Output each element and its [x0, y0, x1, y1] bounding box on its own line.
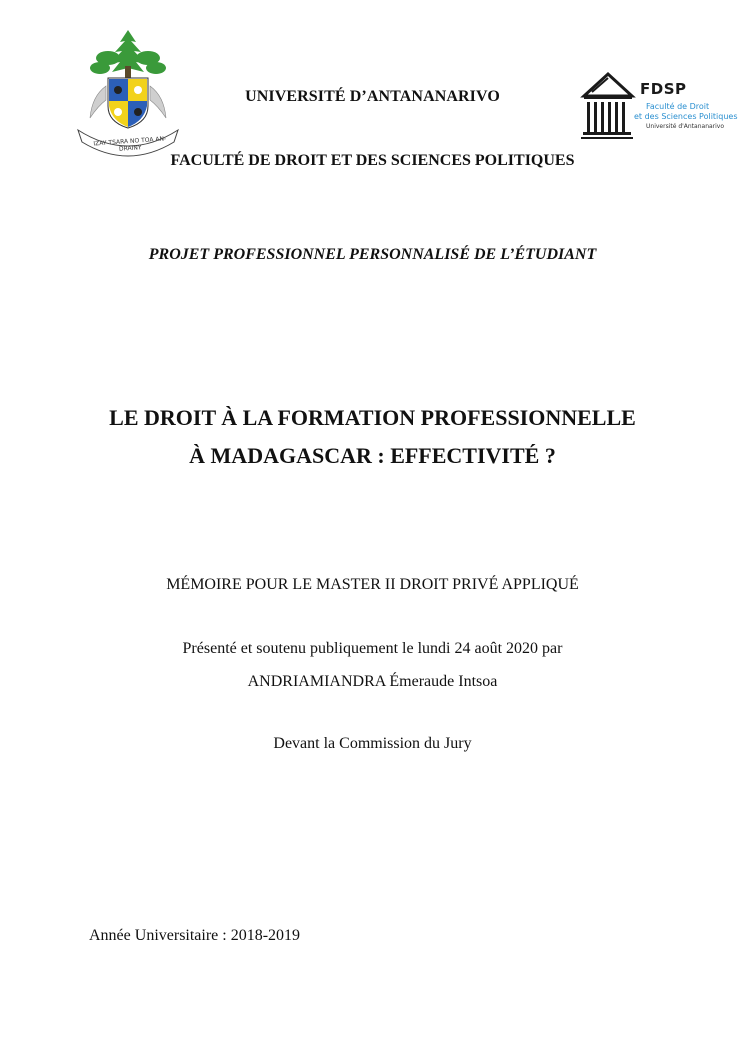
academic-year: Année Universitaire : 2018-2019 [89, 927, 301, 944]
fdsp-line3: Université d'Antananarivo [646, 123, 725, 130]
university-name: UNIVERSITÉ D’ANTANANARIVO [245, 88, 500, 105]
fdsp-line2: et des Sciences Politiques [634, 112, 738, 121]
fdsp-logo [580, 66, 738, 150]
tree-icon [90, 30, 166, 78]
author-name: ANDRIAMIANDRA Émeraude Intsoa [247, 673, 498, 690]
faculty-name: FACULTÉ DE DROIT ET DES SCIENCES POLITIQUES [170, 152, 575, 169]
document-title-line-2: À MADAGASCAR : EFFECTIVITÉ ? [189, 443, 556, 468]
emblem-motto: IZAY TSARA NO TOA AN-DRAINY [93, 135, 167, 153]
document-title-line-1: LE DROIT À LA FORMATION PROFESSIONNELLE [109, 405, 636, 430]
building-icon [581, 74, 633, 139]
document-subtitle: PROJET PROFESSIONNEL PERSONNALISÉ DE L’ÉTUDIANT [148, 246, 597, 263]
jury-statement: Devant la Commission du Jury [273, 735, 472, 752]
presentation-statement: Présenté et soutenu publiquement le lundi 24 août 2020 par [182, 640, 563, 657]
fdsp-abbr: FDSP [640, 80, 687, 98]
memoire-degree: MÉMOIRE POUR LE MASTER II DROIT PRIVÉ APPLIQUÉ [166, 576, 579, 593]
fdsp-line1: Faculté de Droit [646, 102, 710, 111]
